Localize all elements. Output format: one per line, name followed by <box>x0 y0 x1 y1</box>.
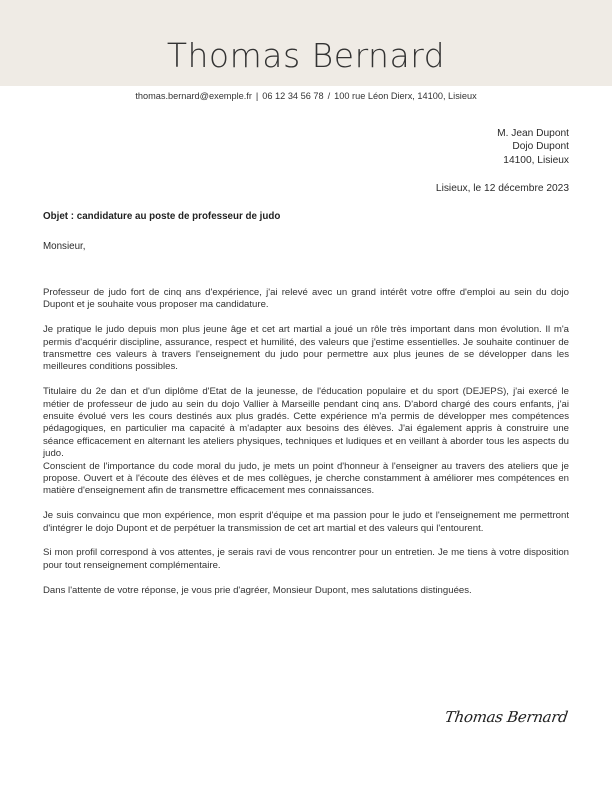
body-paragraph: Dans l'attente de votre réponse, je vous prie d'agréer, Monsieur Dupont, mes salutations distinguées. <box>43 584 472 596</box>
body-paragraph: Je suis convaincu que mon expérience, mon esprit d'équipe et ma passion pour le judo et l'enseignement me permettront d'intégrer le dojo Dupont et de perpétuer la transmission de cet art martial et des valeurs qui l'entourent. <box>43 510 569 534</box>
separator: / <box>327 91 331 101</box>
recipient-block <box>497 127 569 167</box>
body-paragraph: Professeur de judo fort de cinq ans d'expérience, j'ai relevé avec un grand intérêt votre offre d'emploi au sein du dojo Dupont et je souhaite vous proposer ma candidature. <box>43 287 569 311</box>
sender-name: Thomas Bernard <box>166 36 446 75</box>
email-text: thomas.bernard@exemple.fr <box>135 91 252 101</box>
contact-line <box>0 91 612 101</box>
body-paragraph: Si mon profil correspond à vos attentes, je serais ravi de vous rencontrer pour un entretien. Je me tiens à votre disposition pour tout renseignement complémentaire. <box>43 547 569 571</box>
separator: | <box>255 91 259 101</box>
address-text: 100 rue Léon Dierx, 14100, Lisieux <box>334 91 477 101</box>
phone-text: 06 12 34 56 78 <box>262 91 324 101</box>
body-paragraph: Titulaire du 2e dan et d'un diplôme d'Etat de la jeunesse, de l'éducation populaire et du sport (DEJEPS), j'ai exercé le métier de professeur de judo au sein du dojo Vallier à Marseille pendant cinq ans. D'abord chargé des cours enfants, j'ai ensuite évolué vers les cours destinés aux plus gradés. Cette expérience m'a permis de développer mes compétences pédagogiques, en particulier ma capacité à m'adapter aux besoins des élèves. J'ai également appris à construire une séance efficacement en alternant les ateliers physiques, techniques et ludiques et en veillant à aborder tous les aspects du judo. <box>43 386 569 460</box>
recipient-city: 14100, Lisieux <box>503 154 569 166</box>
letter-salutation: Monsieur, <box>43 241 86 252</box>
letter-body <box>43 287 569 609</box>
recipient-name: M. Jean Dupont <box>497 128 569 139</box>
letter-subject: Objet : candidature au poste de professeur de judo <box>43 211 281 222</box>
letter-date: Lisieux, le 12 décembre 2023 <box>435 183 569 194</box>
recipient-company: Dojo Dupont <box>512 141 569 153</box>
handwritten-signature: Thomas Bernard <box>444 708 570 726</box>
body-paragraph: Je pratique le judo depuis mon plus jeune âge et cet art martial a joué un rôle très important dans mon évolution. Il m'a permis d'acquérir discipline, assurance, respect et humilité, des valeurs que j'estime essentielles. Je souhaite continuer de transmettre ces valeurs à travers l'enseignement du judo pour permettre aux plus jeunes de se développer dans les meilleures conditions possibles. <box>43 324 569 373</box>
body-paragraph: Conscient de l'importance du code moral du judo, je mets un point d'honneur à l'enseigner au travers des ateliers que je propose. Ouvert et à l'écoute des élèves et de mes collègues, je cherche constamment à améliorer mes compétences en matière d'enseignement afin de transmettre efficacement mes connaissances. <box>43 460 569 497</box>
